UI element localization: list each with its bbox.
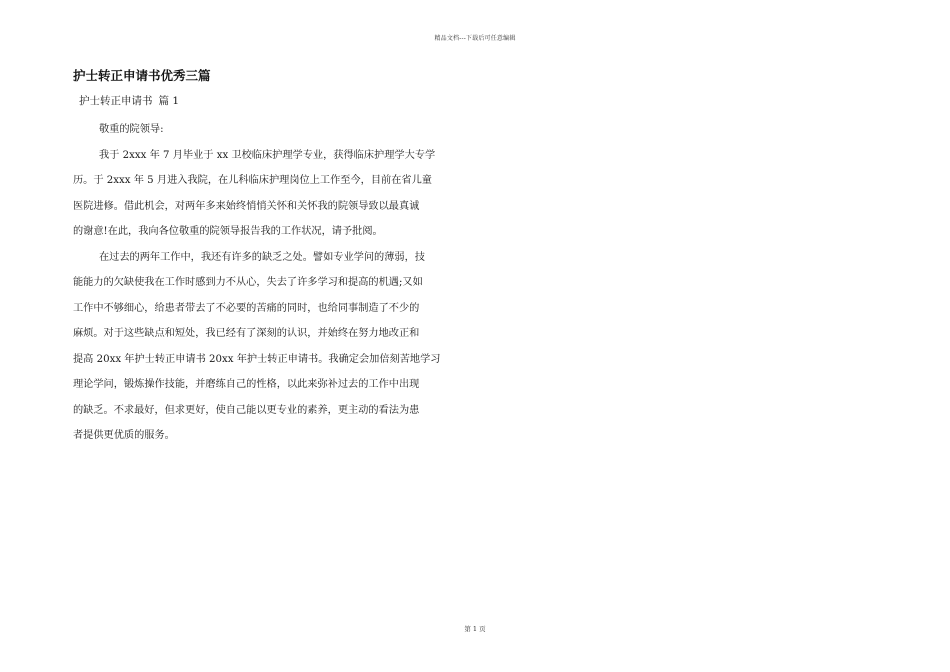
paragraph-line: 我于 2xxx 年 7 月毕业于 xx 卫校临床护理学专业，获得临床护理学大专学 <box>99 149 436 161</box>
paragraph-line: 工作中不够细心，给患者带去了不必要的苦痛的同时，也给同事制造了不少的 <box>73 302 420 314</box>
section-title: 护士转正申请书 <box>79 95 153 107</box>
paragraph-line: 能能力的欠缺使我在工作时感到力不从心，失去了许多学习和提高的机遇;又如 <box>73 277 423 288</box>
section-number: 篇 1 <box>158 95 180 107</box>
document-body <box>73 117 464 449</box>
document-title: 护士转正申请书优秀三篇 <box>73 68 211 83</box>
page-header: 精品文档---下载后可任意编辑 <box>434 35 516 42</box>
salutation: 敬重的院领导: <box>99 124 164 135</box>
paragraph-line: 的谢意!在此，我向各位敬重的院领导报告我的工作状况，请予批阅。 <box>73 226 383 237</box>
section-heading <box>79 93 185 108</box>
paragraph-line: 提高 20xx 年护士转正申请书 20xx 年护士转正申请书。我确定会加倍刻苦地学习 <box>73 353 441 365</box>
paragraph-line: 医院进修。借此机会，对两年多来始终悄悄关怀和关怀我的院领导致以最真诚 <box>73 200 420 212</box>
paragraph-line: 的缺乏。不求最好，但求更好，使自己能以更专业的素养，更主动的看法为患 <box>73 404 420 416</box>
paragraph-line: 历。于 2xxx 年 5 月进入我院，在儿科临床护理岗位上工作至今，目前在省儿童 <box>73 175 432 186</box>
paragraph-line: 者提供更优质的服务。 <box>73 430 175 441</box>
paragraph-line: 在过去的两年工作中，我还有许多的缺乏之处。譬如专业学问的薄弱，技 <box>99 251 425 263</box>
paragraph-line: 理论学问，锻炼操作技能，并磨练自己的性格，以此来弥补过去的工作中出现 <box>73 379 420 390</box>
page-number: 第 1 页 <box>464 625 486 633</box>
paragraph-line: 麻烦。对于这些缺点和短处，我已经有了深刻的认识，并始终在努力地改正和 <box>73 328 420 339</box>
